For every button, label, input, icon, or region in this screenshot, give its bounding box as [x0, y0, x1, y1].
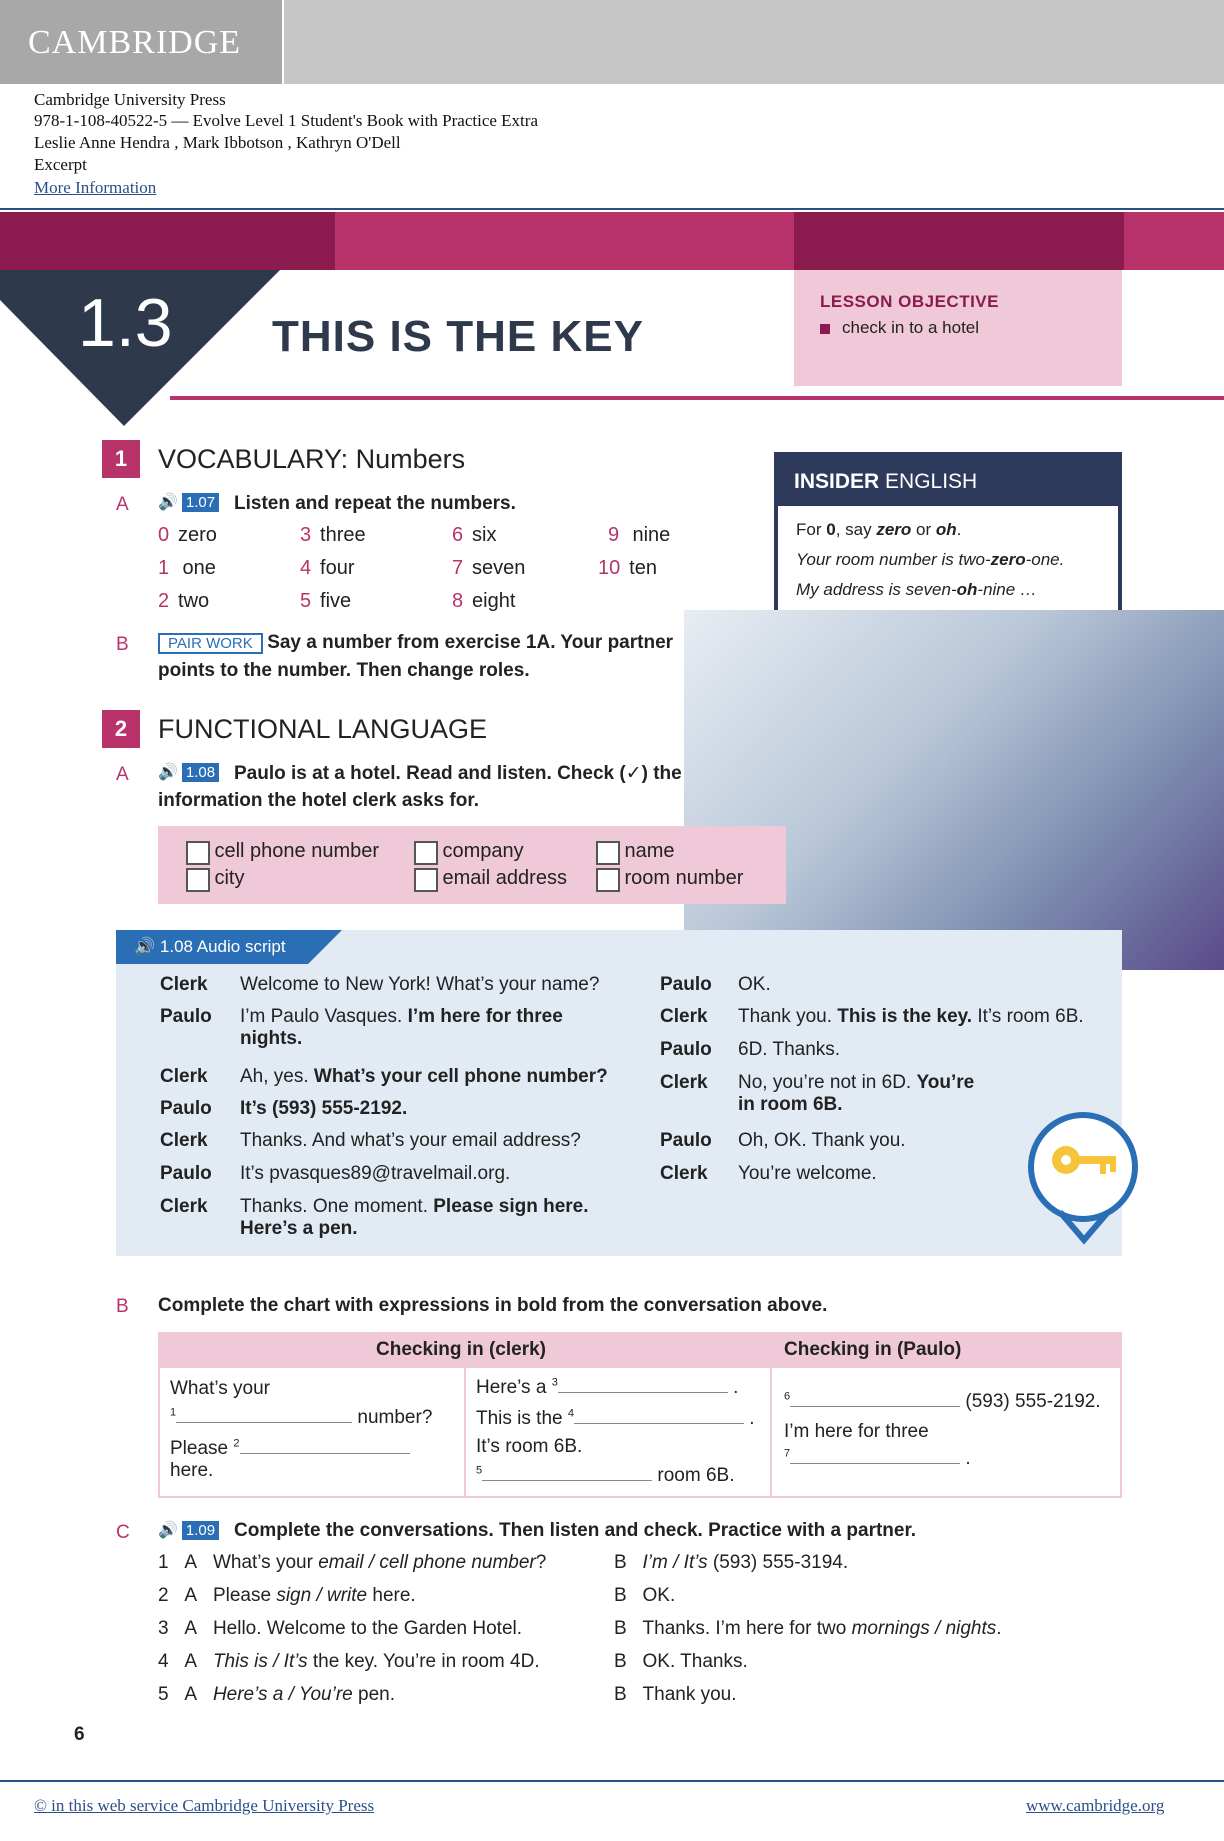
script-line: No, you’re not in 6D. You’re in room 6B.	[738, 1072, 975, 1115]
exercise-2a-instruction-2: information the hotel clerk asks for.	[158, 790, 479, 811]
excerpt-label: Excerpt	[34, 155, 87, 174]
speaker-label: Paulo	[660, 1039, 712, 1060]
list-item: 1 A What’s your email / cell phone number?	[158, 1552, 547, 1573]
checkbox-company[interactable]: company	[414, 840, 524, 865]
number-item: 0 zero	[158, 524, 217, 546]
lesson-banner-dark	[0, 212, 335, 270]
cambridge-site-link[interactable]: www.cambridge.org	[1026, 1796, 1165, 1815]
chart-header	[158, 1332, 1122, 1366]
section-1-number: 1	[102, 440, 140, 478]
number-item: 6 six	[452, 524, 497, 546]
exercise-1a-letter: A	[116, 494, 129, 515]
audio-1-09[interactable]	[158, 1520, 219, 1540]
script-line: Ah, yes. What’s your cell phone number?	[240, 1066, 608, 1087]
script-line: I’m Paulo Vasques. I’m here for three nights.	[240, 1006, 563, 1049]
exercise-2c-letter: C	[116, 1522, 130, 1543]
key-badge	[1028, 1112, 1138, 1222]
checkbox-icon	[414, 841, 438, 865]
script-line: 6D. Thanks.	[738, 1039, 841, 1060]
checkbox-icon	[186, 868, 210, 892]
script-line: Welcome to New York! What’s your name?	[240, 974, 600, 995]
audio-1-08[interactable]	[158, 762, 219, 782]
audio-1-07[interactable]	[158, 492, 219, 512]
script-line: OK.	[738, 974, 771, 995]
script-line: Thank you. This is the key. It’s room 6B.	[738, 1006, 1084, 1027]
speaker-label: Paulo	[160, 1098, 212, 1119]
checkbox-icon	[186, 841, 210, 865]
chart-header-paulo: Checking in (Paulo)	[784, 1339, 962, 1360]
blank-3[interactable]	[558, 1374, 728, 1393]
speaker-icon: 🔊	[158, 494, 178, 511]
section-2-number: 2	[102, 710, 140, 748]
number-item: 1 one	[158, 557, 216, 579]
list-item: B OK. Thanks.	[614, 1651, 748, 1672]
page-number: 6	[74, 1724, 85, 1745]
number-item: 4 four	[300, 557, 355, 579]
key-icon	[1034, 1118, 1132, 1216]
insider-line-2: Your room number is two-zero-one.	[796, 550, 1065, 569]
checkbox-name[interactable]: name	[596, 840, 674, 865]
speaker-label: Clerk	[160, 1066, 208, 1087]
blank-2[interactable]	[240, 1435, 410, 1454]
isbn-title: 978-1-108-40522-5 — Evolve Level 1 Student's Book with Practice Extra	[34, 111, 538, 130]
exercise-1b-letter: B	[116, 634, 129, 655]
speaker-icon: 🔊	[158, 1522, 178, 1539]
objective-item	[820, 318, 979, 338]
list-item: B Thank you.	[614, 1684, 737, 1705]
speaker-label: Clerk	[660, 1072, 708, 1093]
objective-label: LESSON OBJECTIVE	[820, 292, 999, 311]
checkbox-icon	[414, 868, 438, 892]
footer-rule	[0, 1780, 1224, 1782]
list-item: 5 A Here’s a / You’re pen.	[158, 1684, 395, 1705]
numbers-grid	[158, 524, 698, 624]
brand-logo: CAMBRIDGE	[28, 24, 242, 61]
audio-script-label: 🔊 1.08 Audio script	[134, 937, 286, 956]
insider-line-1: For 0, say zero or oh.	[796, 520, 962, 539]
checkbox-room-number[interactable]: room number	[596, 867, 743, 892]
header-rule	[0, 208, 1224, 210]
script-line: Thanks. And what’s your email address?	[240, 1130, 581, 1151]
audio-track-number: 1.07	[182, 493, 219, 512]
list-item: B OK.	[614, 1585, 676, 1606]
chart-divider	[770, 1366, 772, 1498]
copyright-link[interactable]: © in this web service Cambridge University Press	[34, 1796, 375, 1815]
key-badge-pointer	[1056, 1208, 1112, 1248]
exercise-1b-instruction-1: Say a number from exercise 1A. Your partner	[267, 632, 674, 653]
speaker-label: Clerk	[660, 1163, 708, 1184]
audio-track-number: 1.09	[182, 1521, 219, 1540]
number-item: 10 ten	[598, 557, 657, 579]
list-item: 2 A Please sign / write here.	[158, 1585, 416, 1606]
list-item: 3 A Hello. Welcome to the Garden Hotel.	[158, 1618, 523, 1639]
list-item: 4 A This is / It’s the key. You’re in room 4D.	[158, 1651, 540, 1672]
speaker-label: Paulo	[660, 1130, 712, 1151]
checkbox-city[interactable]: city	[186, 867, 244, 892]
audio-track-number: 1.08	[182, 763, 219, 782]
number-item: 7 seven	[452, 557, 526, 579]
exercise-1a-instruction: Listen and repeat the numbers.	[234, 493, 516, 514]
objective-text: check in to a hotel	[842, 318, 980, 337]
checkbox-email[interactable]: email address	[414, 867, 567, 892]
pair-work-tag: PAIR WORK	[158, 633, 263, 654]
checkbox-icon	[596, 841, 620, 865]
blank-6[interactable]	[790, 1388, 960, 1407]
speaker-label: Clerk	[660, 1006, 708, 1027]
number-item: 2 two	[158, 590, 210, 612]
blank-7[interactable]	[790, 1445, 960, 1464]
exercise-2c-instruction: Complete the conversations. Then listen and check. Practice with a partner.	[234, 1520, 917, 1541]
section-2-title: FUNCTIONAL LANGUAGE	[158, 714, 488, 744]
insider-line-3: My address is seven-oh-nine …	[796, 580, 1037, 599]
number-item: 9 nine	[608, 524, 671, 546]
script-line: You’re welcome.	[738, 1163, 877, 1184]
chart-paulo-cell: $^6$ (593) 555-2192. I’m here for three $^7$ .	[784, 1388, 1101, 1470]
lesson-number: 1.3	[78, 285, 173, 361]
chart-header-clerk: Checking in (clerk)	[376, 1339, 546, 1360]
exercise-1b-instruction-2: points to the number. Then change roles.	[158, 660, 530, 681]
checklist-box	[158, 826, 786, 904]
speaker-icon: 🔊	[158, 764, 178, 781]
exercise-2a-letter: A	[116, 764, 129, 785]
speaker-label: Clerk	[160, 974, 208, 995]
authors: Leslie Anne Hendra , Mark Ibbotson , Kathryn O'Dell	[34, 133, 401, 152]
list-item: B I’m / It’s (593) 555-3194.	[614, 1552, 849, 1573]
blank-1[interactable]	[176, 1404, 352, 1423]
script-line: It’s pvasques89@travelmail.org.	[240, 1163, 511, 1184]
checkbox-cell-phone[interactable]: cell phone number	[186, 840, 379, 865]
conversation-list	[158, 1552, 1098, 1722]
speaker-label: Clerk	[160, 1130, 208, 1151]
speaker-label: Paulo	[160, 1163, 212, 1184]
chart-divider	[464, 1366, 466, 1498]
section-1-title: VOCABULARY: Numbers	[158, 444, 466, 474]
blank-5[interactable]	[482, 1462, 652, 1481]
speaker-label: Paulo	[660, 974, 712, 995]
number-item: 3 three	[300, 524, 366, 546]
number-item: 8 eight	[452, 590, 516, 612]
exercise-2a-instruction-1: Paulo is at a hotel. Read and listen. Check (✓) the	[234, 763, 682, 784]
insider-english-title: INSIDER ENGLISH	[794, 470, 978, 493]
speaker-label: Clerk	[160, 1196, 208, 1217]
script-line: Oh, OK. Thank you.	[738, 1130, 906, 1151]
title-rule	[170, 396, 1224, 400]
exercise-2b-instruction: Complete the chart with expressions in bold from the conversation above.	[158, 1295, 828, 1316]
script-line: It’s (593) 555-2192.	[240, 1098, 408, 1119]
bullet-icon	[820, 324, 830, 334]
more-information-link[interactable]: More Information	[34, 178, 157, 197]
blank-4[interactable]	[574, 1405, 744, 1424]
publisher: Cambridge University Press	[34, 90, 226, 109]
script-line: Thanks. One moment. Please sign here. Here’s a pen.	[240, 1196, 589, 1239]
lesson-banner-dark-right	[794, 212, 1124, 270]
hotel-reception-photo	[684, 610, 1224, 970]
speaker-label: Paulo	[160, 1006, 212, 1027]
checkbox-icon	[596, 868, 620, 892]
lesson-title: THIS IS THE KEY	[272, 312, 644, 361]
number-item: 5 five	[300, 590, 352, 612]
chart-clerk-cell-1: What’s your $^1$ number? Please $^2$ here.	[170, 1378, 433, 1481]
exercise-1b	[158, 632, 673, 654]
chart-clerk-cell-2: Here’s a $^3$ . This is the $^4$ . It’s room 6B. $^5$ room 6B.	[476, 1374, 755, 1487]
list-item: B Thanks. I’m here for two mornings / nights.	[614, 1618, 1002, 1639]
exercise-2b-letter: B	[116, 1296, 129, 1317]
